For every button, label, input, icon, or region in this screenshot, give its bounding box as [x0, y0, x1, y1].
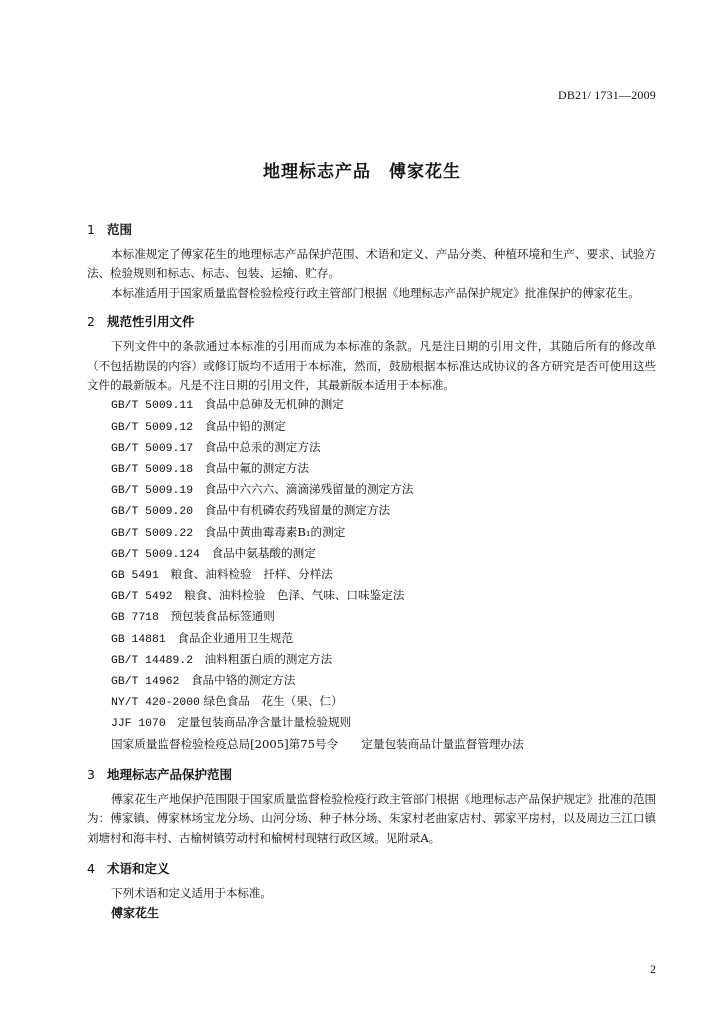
paragraph: 下列文件中的条款通过本标准的引用而成为本标准的条款。凡是注日期的引用文件，其随后所有的修改单（不包括勘误的内容）或修订版均不适用于本标准，然而，鼓励根据本标准达成协议的各方研究是否可使用这些文件的最新版本。凡是不注日期的引用文件，其最新版本适用于本标准。 — [87, 339, 656, 393]
section-title: 规范性引用文件 — [107, 314, 195, 330]
reference-code: GB 7718 — [111, 612, 159, 625]
reference-title: 绿色食品 花生（果、仁） — [199, 694, 343, 709]
section-number: 4 — [87, 861, 95, 877]
document-body — [87, 220, 656, 923]
section-2-heading — [87, 312, 656, 331]
reference-code: GB/T 5009.12 — [111, 421, 194, 434]
reference-code: GB/T 5009.18 — [111, 464, 194, 477]
reference-title: 食品中黄曲霉毒素B₁的测定 — [193, 524, 346, 539]
term-heading: 傅家花生 — [111, 905, 160, 920]
reference-item — [87, 565, 656, 586]
reference-title: 粮食、油料检验 色泽、气味、口味鉴定法 — [172, 588, 405, 603]
reference-code: GB/T 14962 — [111, 676, 180, 689]
section-title: 术语和定义 — [107, 861, 170, 877]
document-title: 地理标志产品 傅家花生 — [263, 162, 461, 182]
paragraph: 本标准规定了傅家花生的地理标志产品保护范围、术语和定义、产品分类、种植环境和生产、要求、试验方法、检验规则和标志、标志、包装、运输、贮存。 — [87, 247, 656, 281]
section-3-heading — [87, 765, 656, 784]
reference-title: 食品中氟的测定方法 — [193, 461, 309, 476]
reference-title: 预包装食品标签通则 — [158, 609, 275, 624]
reference-item — [87, 713, 656, 734]
reference-item — [87, 459, 656, 480]
reference-title: 食品中氨基酸的测定 — [199, 545, 316, 560]
reference-item — [87, 417, 656, 438]
reference-list — [87, 395, 656, 755]
document-code: DB21/ 1731—2009 — [557, 88, 656, 102]
reference-title: 食品中总砷及无机砷的测定 — [193, 397, 344, 412]
reference-title: 粮食、油料检验 扦样、分样法 — [158, 567, 333, 582]
reference-title: 食品企业通用卫生规范 — [165, 630, 294, 645]
reference-item — [87, 586, 656, 607]
section-1-heading — [87, 220, 656, 239]
reference-title: 国家质量监督检验检疫总局[2005]第75号令 定量包装商品计量监督管理办法 — [111, 736, 524, 751]
section-title: 范围 — [107, 222, 133, 237]
reference-code: JJF 1070 — [111, 718, 166, 731]
paragraph: 本标准适用于国家质量监督检验检疫行政主管部门根据《地理标志产品保护规定》批准保护的傅家花生。 — [111, 285, 640, 300]
reference-item — [87, 735, 656, 756]
reference-code: GB/T 5492 — [111, 591, 173, 604]
reference-code: GB 14881 — [111, 633, 166, 646]
reference-item — [87, 544, 656, 565]
reference-item — [87, 607, 656, 628]
reference-title: 食品中铬的测定方法 — [179, 673, 296, 688]
page-number: 2 — [650, 962, 656, 976]
reference-code: GB/T 5009.22 — [111, 527, 194, 540]
reference-title: 食品中铅的测定 — [193, 418, 286, 433]
reference-item — [87, 438, 656, 459]
paragraph: 下列术语和定义适用于本标准。 — [111, 886, 272, 901]
reference-code: GB 5491 — [111, 570, 159, 583]
section-number: 2 — [87, 314, 95, 330]
reference-item — [87, 501, 656, 522]
section-title: 地理标志产品保护范围 — [107, 766, 233, 782]
reference-code: GB/T 5009.20 — [111, 506, 194, 519]
reference-title: 食品中有机磷农药残留量的测定方法 — [193, 503, 391, 518]
reference-title: 食品中总汞的测定方法 — [193, 439, 321, 454]
reference-item — [87, 692, 656, 713]
reference-code: NY/T 420-2000 — [111, 697, 200, 710]
section-number: 1 — [87, 222, 95, 237]
reference-title: 定量包装商品净含量计量检验规则 — [165, 715, 352, 730]
section-number: 3 — [87, 766, 95, 782]
reference-code: GB/T 5009.17 — [111, 442, 194, 455]
reference-code: GB/T 14489.2 — [111, 654, 194, 667]
reference-title: 食品中六六六、滴滴涕残留量的测定方法 — [193, 482, 414, 497]
reference-item — [87, 671, 656, 692]
reference-item — [87, 629, 656, 650]
reference-item — [87, 650, 656, 671]
reference-code: GB/T 5009.124 — [111, 548, 200, 561]
section-4-heading — [87, 859, 656, 878]
paragraph: 傅家花生产地保护范围限于国家质量监督检验检疫行政主管部门根据《地理标志产品保护规定》批准的范围为：傅家镇、傅家林场宝龙分场、山河分场、种子林分场、朱家村老曲家店村、郭家平房村，以及周边三江口镇刘塘村和海丰村、古榆树镇劳动村和榆树村现辖行政区域。见附录A。 — [87, 791, 656, 845]
reference-item — [87, 395, 656, 416]
reference-code: GB/T 5009.11 — [111, 400, 194, 413]
reference-title: 油料粗蛋白质的测定方法 — [193, 651, 333, 666]
reference-code: GB/T 5009.19 — [111, 485, 194, 498]
reference-item — [87, 523, 656, 544]
reference-item — [87, 480, 656, 501]
